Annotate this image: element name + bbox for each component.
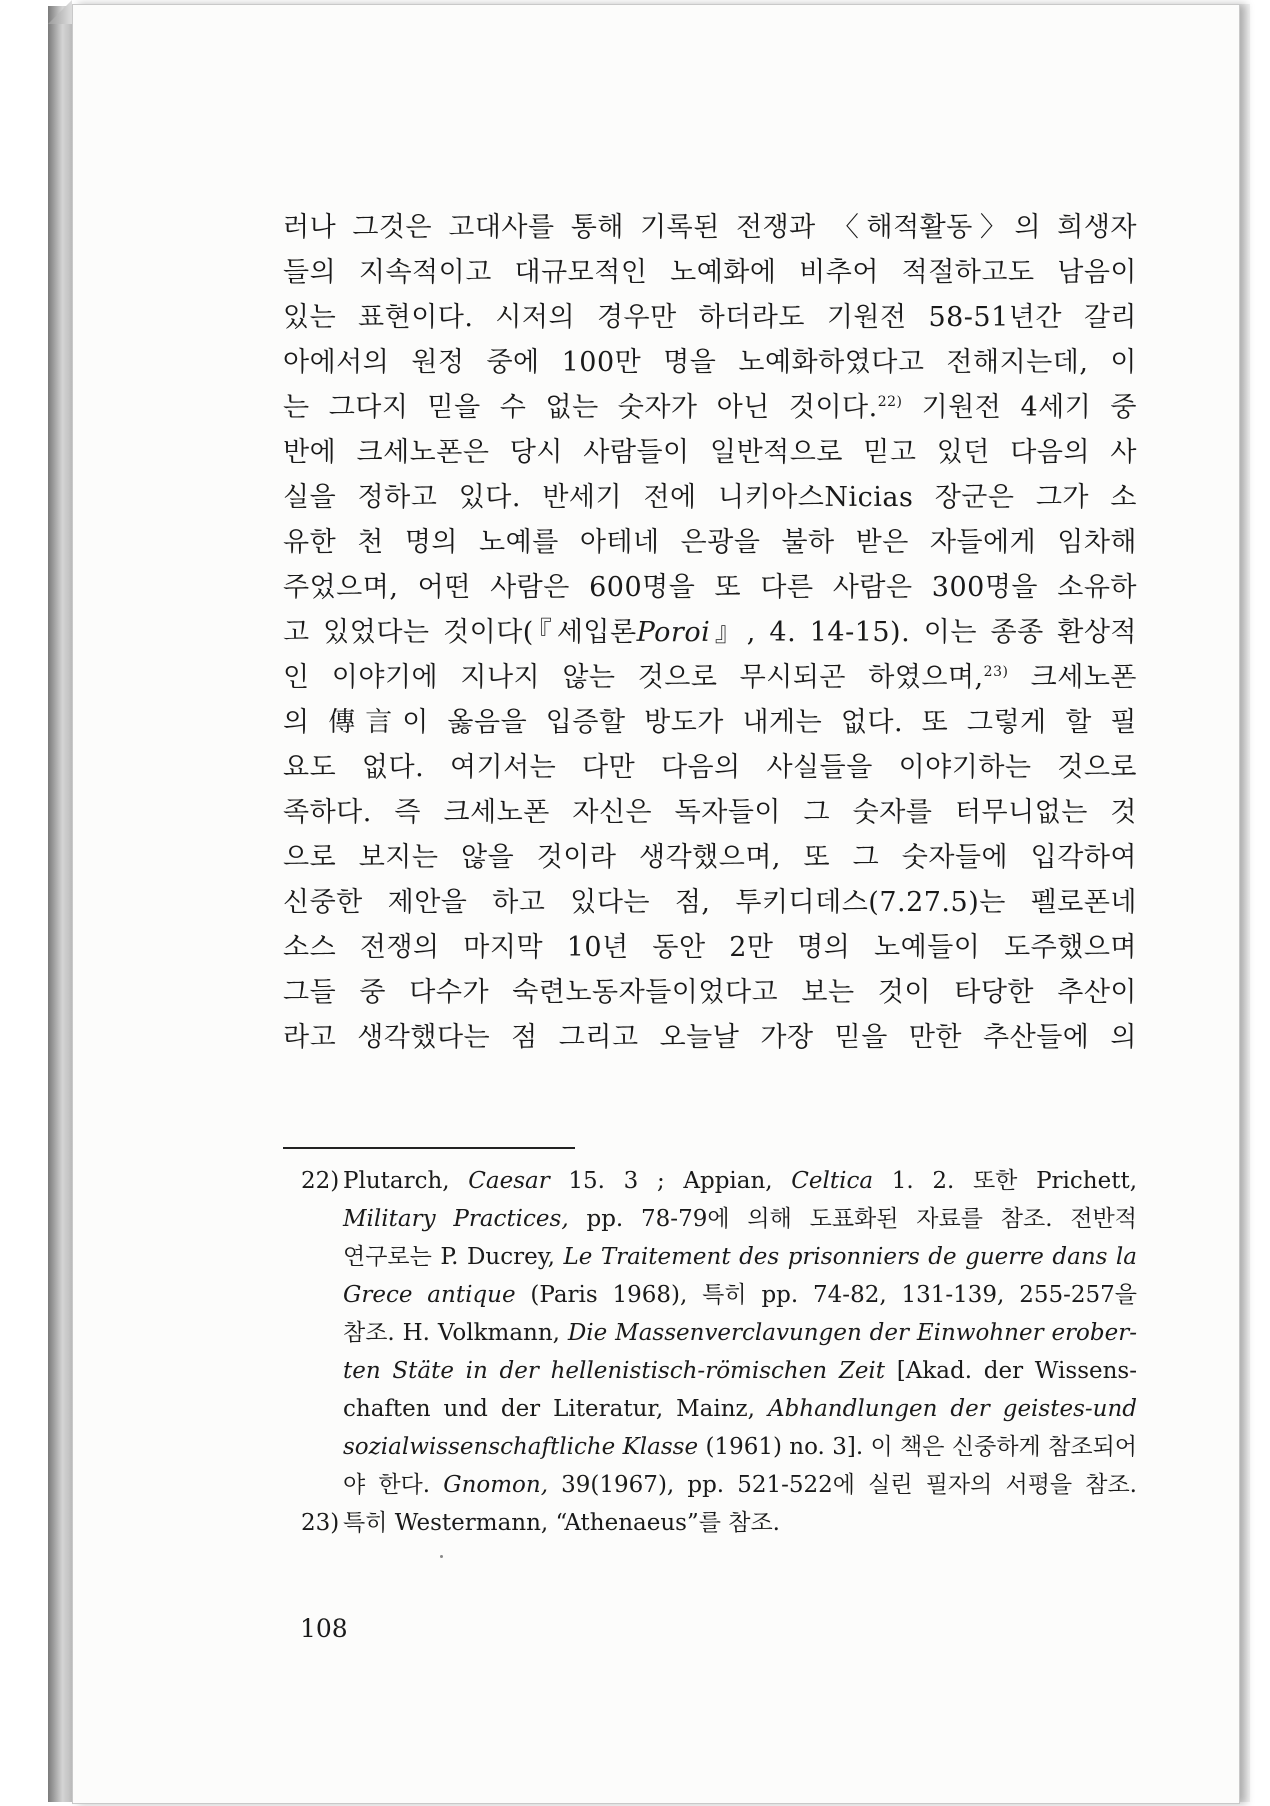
body-line: 반에 크세노폰은 당시 사람들이 일반적으로 믿고 있던 다음의 사 (283, 437, 1137, 468)
body-line: 소스 전쟁의 마지막 10년 동안 2만 명의 노예들이 도주했으며 (283, 932, 1137, 963)
footnote-line (283, 1504, 1137, 1542)
body-line (283, 385, 1137, 430)
body-line: 유한 천 명의 노예를 아테네 은광을 불하 받은 자들에게 임차해 (283, 527, 1137, 558)
footnote-number: 22) (301, 1168, 340, 1194)
fn-italic: Gnomon, (443, 1472, 549, 1498)
fn-text: Plutarch, (343, 1168, 469, 1194)
body-line-tail: 크세노폰 (1008, 662, 1137, 693)
fn-italic: Military Practices, (343, 1206, 569, 1232)
fn-italic: Le Traitement des prisonniers de guerre dans la (563, 1244, 1137, 1270)
fn-italic: Grece antique (343, 1282, 516, 1308)
body-line: 으로 보지는 않을 것이라 생각했으며, 또 그 숫자들에 입각하여 (283, 842, 1137, 873)
body-line-text: 는 그다지 믿을 수 없는 숫자가 아닌 것이다. (283, 392, 878, 423)
footnote-line (283, 1428, 1137, 1466)
footnote-line (283, 1390, 1137, 1428)
work-title-poroi: Poroi (636, 617, 711, 648)
body-text (283, 205, 1137, 1060)
body-line: 라고 생각했다는 점 그리고 오늘날 가장 믿을 만한 추산들에 의 (283, 1022, 1137, 1053)
fn-text: pp. 78-79에 의해 도표화된 자료를 참조. 전반적 (568, 1206, 1137, 1232)
footnote-line (283, 1466, 1137, 1504)
body-line: 주었으며, 어떤 사람은 600명을 또 다른 사람은 300명을 소유하 (283, 572, 1137, 603)
fn-italic: sozialwissenschaftliche Klasse (343, 1434, 699, 1460)
fn-text: 15. 3 ; Appian, (549, 1168, 792, 1194)
footnote-23 (283, 1504, 1137, 1542)
fn-text: 연구로는 P. Ducrey, (343, 1244, 564, 1270)
footnote-line (283, 1276, 1137, 1314)
fn-text: [Akad. der Wissens- (885, 1358, 1137, 1384)
footnotes (283, 1162, 1137, 1542)
body-line: 러나 그것은 고대사를 통해 기록된 전쟁과 〈해적활동〉의 희생자 (283, 212, 1137, 243)
body-line: 있는 표현이다. 시저의 경우만 하더라도 기원전 58-51년간 갈리 (283, 302, 1137, 333)
body-line: 의 傳言이 옳음을 입증할 방도가 내게는 없다. 또 그렇게 할 필 (283, 707, 1137, 738)
body-line: 아에서의 원정 중에 100만 명을 노예화하였다고 전해지는데, 이 (283, 347, 1137, 378)
fn-text: 참조. H. Volkmann, (343, 1320, 568, 1346)
footnote-line (283, 1162, 1137, 1200)
body-line-tail: 』, 4. 14-15). 이는 종종 환상적 (710, 617, 1137, 648)
body-line-text: 고 있었다는 것이다(『세입론 (283, 617, 637, 648)
footnote-ref-22[interactable]: 22) (877, 394, 903, 410)
body-line-text: 인 이야기에 지나지 않는 것으로 무시되곤 하였으며, (283, 662, 984, 693)
footnote-line (283, 1314, 1137, 1352)
fn-text: 1. 2. 또한 Prichett, (873, 1168, 1138, 1194)
footnote-ref-23[interactable]: 23) (983, 664, 1009, 680)
fn-italic: Celtica (791, 1168, 874, 1194)
fn-text: (Paris 1968), 특히 pp. 74-82, 131-139, 255-257을 (515, 1282, 1137, 1308)
footnote-separator (283, 1147, 575, 1149)
body-line: 실을 정하고 있다. 반세기 전에 니키아스Nicias 장군은 그가 소 (283, 482, 1137, 513)
fn-italic: Caesar (468, 1168, 550, 1194)
fn-text: 특히 Westermann, “Athenaeus”를 참조. (343, 1510, 780, 1536)
fn-italic: Abhandlungen der geistes-und (767, 1396, 1137, 1422)
footnote-line (283, 1352, 1137, 1390)
footnote-number: 23) (301, 1510, 340, 1536)
fn-italic: ten Stäte in der hellenistisch-römischen Zeit (343, 1358, 886, 1384)
footnote-line (283, 1238, 1137, 1276)
footnote-line (283, 1200, 1137, 1238)
fn-text: (1961) no. 3]. 이 책은 신중하게 참조되어 (698, 1434, 1138, 1460)
fn-italic: Die Massenverclavungen der Einwohner erober- (567, 1320, 1137, 1346)
footnote-22 (283, 1162, 1137, 1504)
body-line: 들의 지속적이고 대규모적인 노예화에 비추어 적절하고도 남음이 (283, 257, 1137, 288)
body-line: 요도 없다. 여기서는 다만 다음의 사실들을 이야기하는 것으로 (283, 752, 1137, 783)
page-number: 108 (300, 1614, 348, 1643)
fn-text: 39(1967), pp. 521-522에 실린 필자의 서평을 참조. (548, 1472, 1137, 1498)
body-line: 신중한 제안을 하고 있다는 점, 투키디데스(7.27.5)는 펠로폰네 (283, 887, 1137, 918)
fn-text: chaften und der Literatur, Mainz, (343, 1396, 768, 1422)
fn-text: 야 한다. (343, 1472, 444, 1498)
body-line: 족하다. 즉 크세노폰 자신은 독자들이 그 숫자를 터무니없는 것 (283, 797, 1137, 828)
body-line-tail: 기원전 4세기 중 (902, 392, 1137, 423)
body-line (283, 655, 1137, 700)
body-line (283, 610, 1137, 655)
body-line: 그들 중 다수가 숙련노동자들이었다고 보는 것이 타당한 추산이 (283, 977, 1137, 1008)
print-speck (440, 1555, 443, 1558)
book-spine (48, 6, 72, 1802)
